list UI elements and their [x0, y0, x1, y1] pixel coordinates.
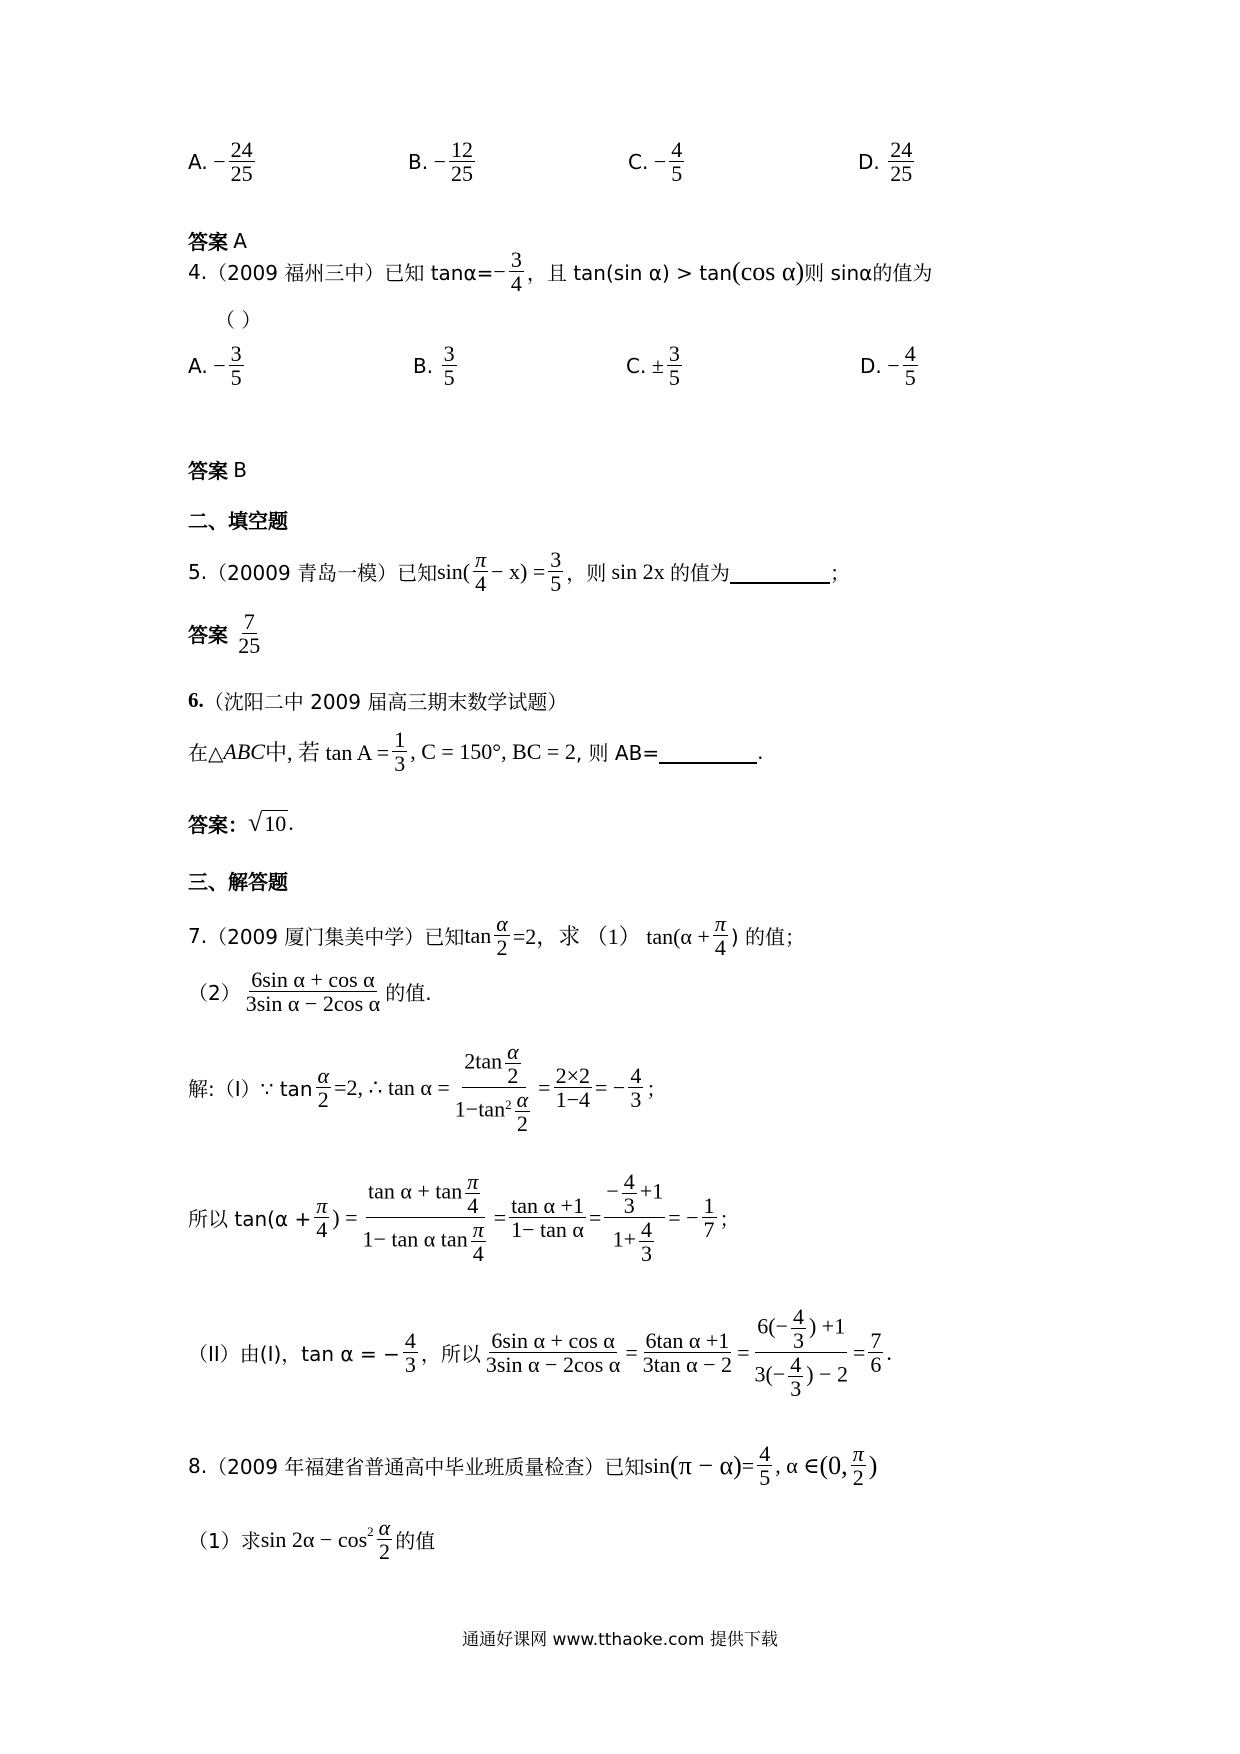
fraction	[473, 548, 488, 595]
fraction	[791, 1305, 806, 1352]
question-text: , 则 AB=	[575, 741, 660, 766]
denominator: 4	[467, 1193, 479, 1219]
denominator: 5	[443, 365, 455, 391]
denominator: 3	[623, 1193, 635, 1219]
numerator: 4	[904, 341, 916, 366]
interval: (0,	[819, 1450, 848, 1480]
q5-question	[188, 548, 850, 595]
numerator: 4	[790, 1352, 802, 1378]
fraction	[229, 138, 255, 185]
fraction	[377, 1516, 393, 1563]
fraction	[392, 728, 407, 775]
question-text: （2009 福州三中）已知 tanα=	[207, 261, 494, 286]
denominator: 3	[790, 1376, 802, 1402]
numerator: 4	[641, 1217, 652, 1243]
denominator: 4	[472, 1241, 484, 1267]
fraction	[702, 1194, 717, 1241]
denominator: 5	[904, 365, 916, 391]
exponent: 2	[505, 1096, 512, 1112]
numerator: 24	[230, 137, 253, 162]
punctuation: .	[886, 1339, 892, 1365]
denominator	[611, 1218, 659, 1265]
denominator: 6	[870, 1352, 882, 1378]
solution-step-1	[188, 1040, 666, 1135]
numerator: π	[316, 1193, 328, 1219]
fraction	[515, 1088, 531, 1135]
fraction	[669, 138, 684, 185]
q4-option-a	[188, 342, 247, 389]
denominator: 2	[507, 1063, 519, 1089]
fraction	[757, 1442, 772, 1489]
q6-header	[188, 686, 567, 715]
sign: −	[606, 1178, 619, 1204]
numerator: 3	[550, 547, 562, 572]
radical-sign: √	[248, 808, 263, 837]
expr: 3(−	[754, 1361, 786, 1387]
question-number: 4.	[188, 259, 208, 284]
question-text: 则 sinα的值为	[804, 261, 933, 286]
expr: 1− tan α tan	[362, 1226, 468, 1252]
solution-text: 解:（I）∵ tan	[188, 1077, 313, 1102]
numerator: π	[472, 1217, 484, 1243]
numerator: 6tan α +1	[645, 1328, 730, 1354]
numerator: 4	[759, 1441, 771, 1466]
q3-option-a	[188, 138, 258, 185]
math-expr: , α ∈	[775, 1452, 820, 1478]
math-expr: − x) =	[491, 558, 546, 584]
expr: 2tan	[464, 1048, 503, 1074]
math-expr: =2, ∴ tan α =	[334, 1074, 450, 1100]
part-label: （2）	[188, 981, 241, 1006]
option-label: D.	[858, 149, 880, 174]
sign: −	[213, 352, 226, 378]
q6-answer	[188, 808, 294, 838]
q4-answer	[188, 455, 247, 484]
numerator: 4	[671, 137, 683, 162]
q4-bracket: （ ）	[215, 308, 262, 332]
page-footer: 通通好课网 www.tthaoke.com 提供下载	[462, 1630, 778, 1650]
fraction	[713, 912, 728, 959]
fraction	[554, 1064, 592, 1111]
numerator	[755, 1305, 847, 1353]
expr: +1	[639, 1178, 664, 1204]
question-source: （沈阳二中 2009 届高三期末数学试题）	[203, 690, 568, 714]
q3-option-d	[858, 138, 917, 185]
denominator: 5	[759, 1465, 771, 1491]
answer-value: A	[233, 228, 247, 253]
numerator: π	[714, 911, 726, 936]
fraction	[229, 342, 244, 389]
solution-step-2	[188, 1170, 740, 1265]
answer-blank[interactable]	[730, 560, 830, 584]
answer-blank[interactable]	[659, 740, 757, 764]
equals: =	[588, 1204, 602, 1230]
punctuation: .	[757, 739, 764, 764]
denominator: 7	[703, 1217, 715, 1243]
numerator: α	[378, 1515, 391, 1540]
math-expr: sin(	[437, 558, 471, 584]
punctuation: ；	[829, 561, 850, 586]
numerator: 4	[404, 1328, 416, 1354]
question-text: 的值	[395, 1529, 436, 1554]
equals: =	[741, 1452, 755, 1478]
fraction	[868, 1329, 883, 1376]
q8-question	[188, 1442, 877, 1489]
denominator: 2	[852, 1465, 864, 1491]
denominator: 4	[475, 571, 487, 597]
sign: −	[433, 148, 446, 174]
option-label: B.	[408, 149, 429, 174]
q7-part2	[188, 968, 432, 1015]
fraction	[788, 1353, 803, 1400]
numerator: tan α +1	[511, 1193, 584, 1219]
numerator: 4	[623, 1169, 635, 1194]
denominator: 5	[230, 365, 242, 391]
q4-option-c	[626, 342, 685, 389]
fraction	[453, 1040, 535, 1135]
fraction	[888, 138, 914, 185]
section-heading-solve: 三、解答题	[188, 870, 288, 894]
numerator: 2×2	[555, 1063, 590, 1089]
denominator: 3sin α − 2cos α	[485, 1352, 621, 1378]
solution-text: （II）由(I)，tan α = −	[188, 1342, 400, 1367]
fraction	[752, 1305, 849, 1400]
expr: 1+	[612, 1226, 636, 1252]
q5-answer	[188, 610, 265, 657]
numerator: 6sin α + cos α	[491, 1328, 615, 1354]
math-expr: ) =	[332, 1204, 358, 1230]
q8-part1	[188, 1516, 435, 1563]
question-text: （20009 青岛一模）已知	[207, 561, 438, 586]
fraction	[639, 1218, 654, 1265]
expr: ) +1	[808, 1313, 846, 1339]
denominator: 4	[510, 271, 522, 297]
denominator: 25	[451, 161, 473, 187]
fraction	[505, 1040, 521, 1087]
part-label: （1）求	[188, 1529, 261, 1554]
q3-option-c	[628, 138, 687, 185]
denominator: 3tan α − 2	[642, 1352, 733, 1378]
denominator: 5	[668, 365, 680, 391]
denominator: 25	[890, 161, 913, 187]
q4-option-b	[413, 342, 460, 389]
denominator: 3	[792, 1328, 804, 1354]
numerator	[462, 1040, 525, 1088]
fraction	[604, 1170, 665, 1265]
numerator: α	[317, 1063, 330, 1089]
denominator: 5	[550, 571, 562, 597]
denominator: 3	[630, 1087, 642, 1113]
fraction	[316, 1064, 332, 1111]
option-label: C.	[626, 353, 647, 378]
fraction	[361, 1170, 491, 1265]
denominator: 5	[671, 161, 683, 187]
numerator: 6sin α + cos α	[251, 967, 375, 992]
fraction	[236, 610, 262, 657]
q6-question	[188, 728, 763, 775]
numerator	[366, 1170, 485, 1218]
question-text: ，则	[566, 561, 607, 586]
answer-value: B	[233, 457, 247, 482]
condition: (cos α)	[732, 256, 805, 286]
question-text: 在△	[188, 741, 224, 766]
q7-question	[188, 912, 805, 959]
section-heading-fill-blank: 二、填空题	[188, 509, 288, 533]
question-text: （2009 年福建省普通高中毕业班质量检查）已知	[207, 1455, 645, 1480]
q3-option-b	[408, 138, 478, 185]
math-expr: ABC	[223, 738, 265, 764]
punctuation: .	[288, 810, 294, 835]
math-expr: , C = 150°, BC = 2	[410, 738, 576, 764]
denominator: 1−4	[555, 1087, 590, 1113]
equals: =	[538, 1074, 551, 1100]
question-text: （2009 厦门集美中学）已知	[207, 925, 465, 950]
numerator: 3	[510, 247, 522, 272]
math-expr: (π − α)	[670, 1450, 742, 1480]
solution-step-3	[188, 1305, 892, 1400]
numerator: 7	[243, 609, 255, 634]
equals: =	[493, 1204, 507, 1230]
sign: −	[887, 352, 900, 378]
numerator: α	[516, 1087, 529, 1113]
numerator: 7	[870, 1328, 882, 1354]
question-text: 的值.	[385, 981, 432, 1006]
math-expr: sin	[644, 1452, 671, 1478]
fraction	[628, 1064, 643, 1111]
numerator: 12	[451, 137, 473, 162]
solution-text: ，所以	[420, 1342, 481, 1367]
denominator: 2	[496, 935, 508, 961]
equals: = −	[668, 1204, 699, 1230]
question-text: ) 的值；	[730, 925, 806, 950]
option-label: B.	[413, 353, 434, 378]
answer-label: 答案：	[188, 812, 248, 837]
question-text: 的值为	[669, 561, 730, 586]
numerator: 1	[703, 1193, 715, 1219]
numerator: 24	[890, 137, 913, 162]
denominator: 4	[316, 1217, 328, 1243]
question-number: 6.	[188, 688, 204, 712]
question-text: ，且 tan(sin α) > tan	[526, 261, 733, 286]
answer-label: 答案	[188, 459, 228, 483]
sign: −	[653, 148, 667, 174]
punctuation: ；	[719, 1207, 740, 1232]
exponent: 2	[367, 1523, 374, 1539]
numerator: π	[852, 1441, 864, 1466]
denominator	[453, 1088, 535, 1135]
denominator	[752, 1353, 849, 1400]
denominator: 3sin α − 2cos α	[245, 991, 381, 1017]
math-expr: sin 2x	[611, 558, 665, 584]
fraction	[244, 968, 382, 1015]
fraction	[465, 1170, 480, 1217]
equals: =	[737, 1339, 750, 1365]
answer-label: 答案	[188, 623, 228, 648]
numerator: π	[475, 547, 487, 572]
expr: tan α + tan	[368, 1178, 463, 1204]
answer-label: 答案	[188, 230, 228, 254]
option-label: C.	[628, 149, 649, 174]
numerator: α	[507, 1039, 519, 1064]
sign: ±	[651, 352, 664, 378]
denominator	[361, 1218, 491, 1265]
fraction	[622, 1170, 637, 1217]
punctuation: ；	[646, 1077, 667, 1102]
fraction	[471, 1218, 486, 1265]
sign: −	[213, 148, 226, 174]
q4-option-d	[860, 342, 921, 389]
denominator: 4	[714, 935, 726, 961]
question-number: 8.	[188, 1453, 208, 1478]
numerator: 3	[443, 341, 455, 366]
numerator: 1	[394, 727, 406, 752]
denominator: 2	[516, 1111, 528, 1137]
fraction	[667, 342, 682, 389]
fraction	[494, 912, 510, 959]
math-expr: 中, 若 tan A =	[264, 740, 390, 766]
fraction	[314, 1194, 329, 1241]
numerator: 3	[668, 341, 680, 366]
fraction	[403, 1329, 418, 1376]
fraction	[903, 342, 918, 389]
solution-text: 所以 tan(α +	[188, 1207, 312, 1232]
option-label: A.	[188, 353, 208, 378]
numerator: α	[496, 911, 508, 936]
fraction	[851, 1442, 866, 1489]
denominator: 2	[317, 1087, 329, 1113]
denominator: 3	[404, 1352, 416, 1378]
fraction	[484, 1329, 622, 1376]
denominator: 25	[238, 633, 261, 659]
equals: =	[852, 1339, 866, 1365]
equals: =	[625, 1339, 638, 1365]
radicand: 10	[264, 810, 287, 836]
expr: ) − 2	[806, 1361, 848, 1387]
numerator: 4	[630, 1063, 642, 1089]
option-label: D.	[860, 353, 882, 378]
numerator	[604, 1170, 665, 1218]
math-expr: tan	[464, 922, 492, 948]
fraction	[449, 138, 475, 185]
math-expr: sin 2α − cos	[260, 1526, 368, 1552]
math-expr: =2，求 （1） tan(α +	[512, 924, 710, 950]
numerator: 4	[792, 1304, 804, 1329]
denominator: 3	[641, 1241, 652, 1267]
equals: = −	[594, 1074, 626, 1100]
expr: 6(−	[757, 1313, 788, 1339]
fraction	[641, 1329, 734, 1376]
numerator: 3	[230, 341, 242, 366]
numerator: π	[467, 1169, 479, 1194]
fraction	[509, 1194, 586, 1241]
fraction	[509, 248, 524, 295]
denominator: 3	[394, 751, 406, 777]
denominator: 2	[378, 1539, 390, 1565]
interval: )	[868, 1450, 878, 1480]
denominator: 1− tan α	[511, 1217, 584, 1243]
expr: 1−tan	[454, 1096, 506, 1122]
fraction	[442, 342, 457, 389]
question-number: 7.	[188, 923, 208, 948]
denominator: 25	[230, 161, 253, 187]
question-number: 5.	[188, 559, 208, 584]
option-label: A.	[188, 149, 208, 174]
q4-question	[188, 248, 932, 295]
fraction	[548, 548, 563, 595]
sign: −	[493, 258, 506, 284]
